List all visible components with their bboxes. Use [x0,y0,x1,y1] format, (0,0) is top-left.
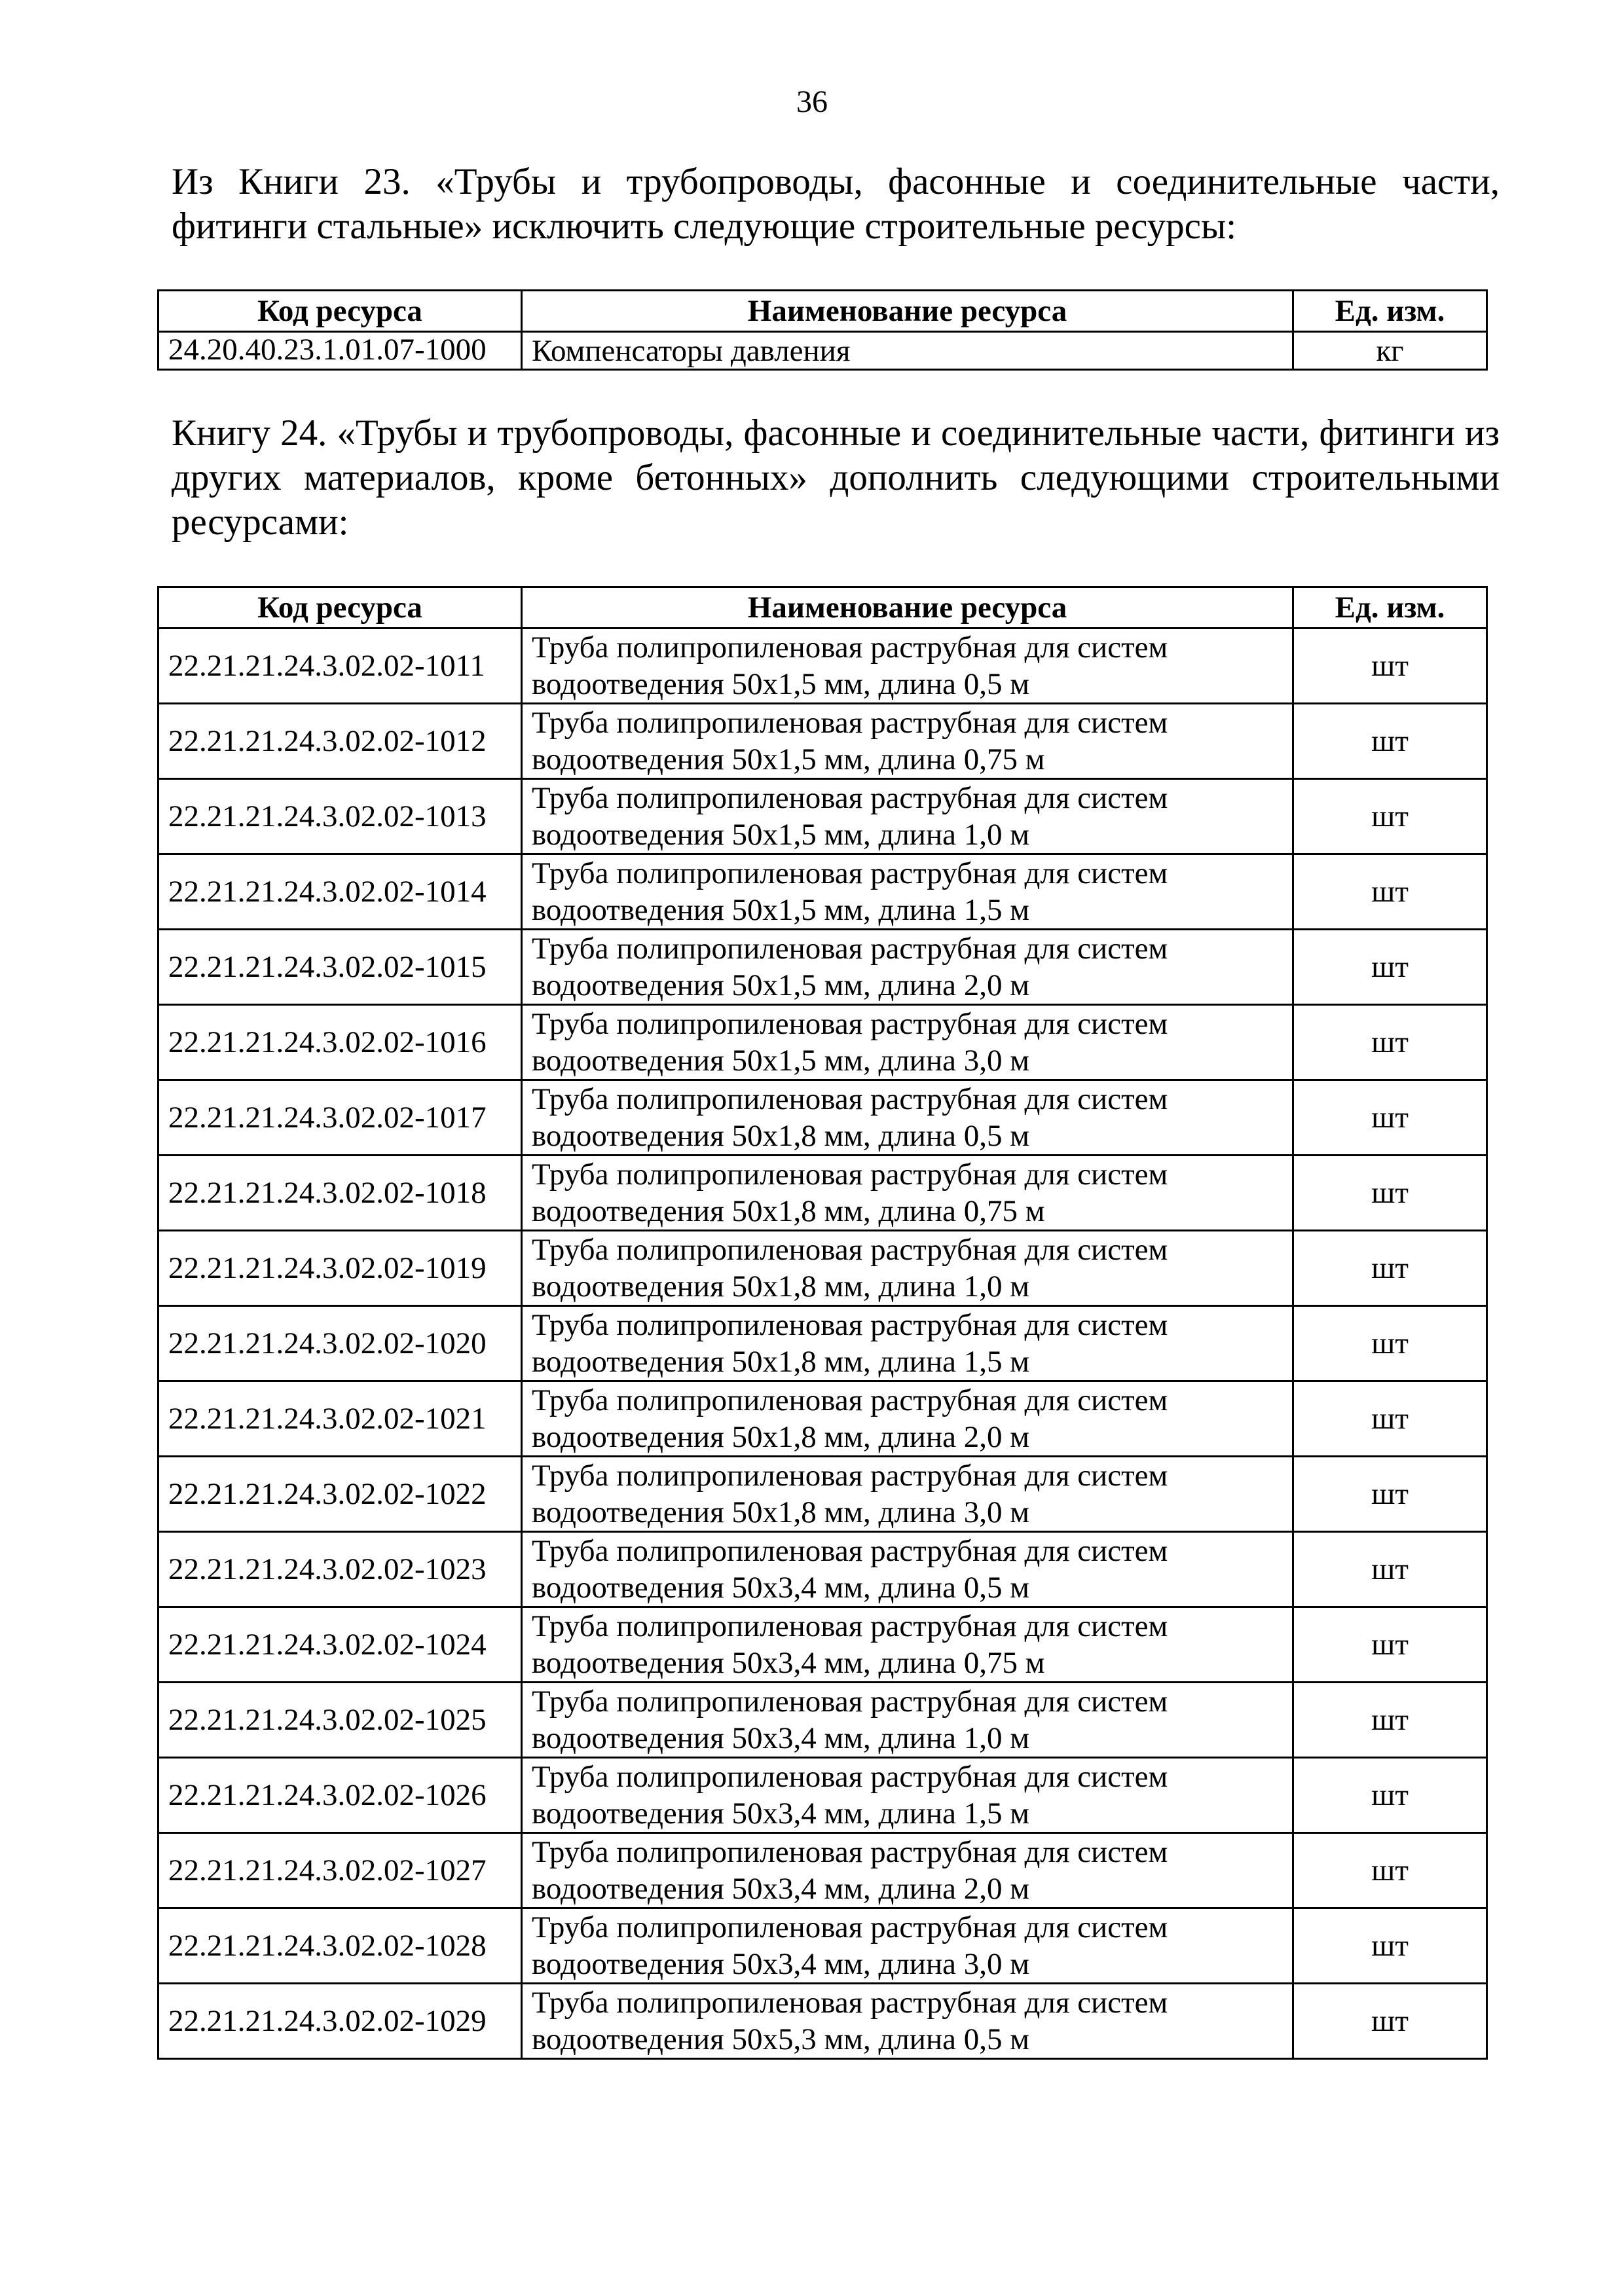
header-name: Наименование ресурса [522,587,1293,629]
resource-unit: шт [1293,1758,1487,1833]
resource-name: Труба полипропиленовая раструбная для систем водоотведения 50х3,4 мм, длина 2,0 м [522,1833,1293,1908]
table-row [158,779,1487,854]
table-body [158,629,1487,2059]
resource-code: 22.21.21.24.3.02.02-1014 [158,854,522,930]
resource-unit: кг [1293,332,1487,370]
resource-unit: шт [1293,1683,1487,1758]
resource-code: 22.21.21.24.3.02.02-1026 [158,1758,522,1833]
table-row [158,1984,1487,2059]
resource-code: 22.21.21.24.3.02.02-1028 [158,1908,522,1984]
table-row [158,930,1487,1005]
table-header-row [158,291,1487,332]
resource-code: 22.21.21.24.3.02.02-1020 [158,1306,522,1381]
resource-name: Труба полипропиленовая раструбная для систем водоотведения 50х5,3 мм, длина 0,5 м [522,1984,1293,2059]
resource-name: Труба полипропиленовая раструбная для систем водоотведения 50х1,8 мм, длина 1,0 м [522,1231,1293,1306]
table-header-row [158,587,1487,629]
resource-code: 22.21.21.24.3.02.02-1018 [158,1156,522,1231]
table-row [158,1156,1487,1231]
resource-unit: шт [1293,930,1487,1005]
resource-code: 22.21.21.24.3.02.02-1019 [158,1231,522,1306]
resource-unit: шт [1293,1532,1487,1607]
resource-name: Труба полипропиленовая раструбная для систем водоотведения 50х1,8 мм, длина 0,75 м [522,1156,1293,1231]
resource-unit: шт [1293,1381,1487,1457]
resource-code: 24.20.40.23.1.01.07-1000 [158,332,522,370]
resource-unit: шт [1293,1607,1487,1683]
header-code: Код ресурса [158,291,522,332]
added-resources-table [157,586,1488,2060]
resource-name: Труба полипропиленовая раструбная для систем водоотведения 50х3,4 мм, длина 0,5 м [522,1532,1293,1607]
resource-code: 22.21.21.24.3.02.02-1013 [158,779,522,854]
resource-unit: шт [1293,1080,1487,1156]
resource-unit: шт [1293,704,1487,779]
resource-code: 22.21.21.24.3.02.02-1017 [158,1080,522,1156]
resource-code: 22.21.21.24.3.02.02-1012 [158,704,522,779]
resource-unit: шт [1293,1156,1487,1231]
resource-unit: шт [1293,779,1487,854]
resource-unit: шт [1293,1005,1487,1080]
resource-name: Компенсаторы давления [522,332,1293,370]
resource-code: 22.21.21.24.3.02.02-1021 [158,1381,522,1457]
resource-name: Труба полипропиленовая раструбная для систем водоотведения 50х3,4 мм, длина 1,5 м [522,1758,1293,1833]
resource-unit: шт [1293,1833,1487,1908]
header-name: Наименование ресурса [522,291,1293,332]
table-row [158,1607,1487,1683]
resource-code: 22.21.21.24.3.02.02-1015 [158,930,522,1005]
table-row [158,1231,1487,1306]
resource-name: Труба полипропиленовая раструбная для систем водоотведения 50х1,8 мм, длина 1,5 м [522,1306,1293,1381]
resource-code: 22.21.21.24.3.02.02-1024 [158,1607,522,1683]
table-row [158,1080,1487,1156]
resource-code: 22.21.21.24.3.02.02-1025 [158,1683,522,1758]
resource-name: Труба полипропиленовая раструбная для систем водоотведения 50х3,4 мм, длина 0,75 м [522,1607,1293,1683]
resource-code: 22.21.21.24.3.02.02-1029 [158,1984,522,2059]
excluded-resources-table [157,289,1488,371]
resource-unit: шт [1293,1908,1487,1984]
table-row [158,1306,1487,1381]
resource-unit: шт [1293,854,1487,930]
resource-name: Труба полипропиленовая раструбная для систем водоотведения 50х1,8 мм, длина 3,0 м [522,1457,1293,1532]
resource-name: Труба полипропиленовая раструбная для систем водоотведения 50х1,5 мм, длина 3,0 м [522,1005,1293,1080]
resource-name: Труба полипропиленовая раструбная для систем водоотведения 50х1,8 мм, длина 0,5 м [522,1080,1293,1156]
resource-unit: шт [1293,1984,1487,2059]
table-row [158,1908,1487,1984]
page-number: 36 [796,84,828,119]
table-row [158,1833,1487,1908]
resource-unit: шт [1293,1457,1487,1532]
resource-code: 22.21.21.24.3.02.02-1027 [158,1833,522,1908]
table-row [158,1532,1487,1607]
section1-intro: Из Книги 23. «Трубы и трубопроводы, фасонные и соединительные части, фитинги стальные» исключить следующие строительные ресурсы: [172,161,1500,247]
section2-intro: Книгу 24. «Трубы и трубопроводы, фасонные и соединительные части, фитинги из других материалов, кроме бетонных» дополнить следующими строительными ресурсами: [172,412,1500,543]
table-row [158,704,1487,779]
header-unit: Ед. изм. [1293,587,1487,629]
resource-unit: шт [1293,1306,1487,1381]
resource-unit: шт [1293,1231,1487,1306]
table-row [158,1683,1487,1758]
resource-code: 22.21.21.24.3.02.02-1023 [158,1532,522,1607]
resource-name: Труба полипропиленовая раструбная для систем водоотведения 50х3,4 мм, длина 3,0 м [522,1908,1293,1984]
table-row [158,1457,1487,1532]
resource-name: Труба полипропиленовая раструбная для систем водоотведения 50х1,5 мм, длина 1,5 м [522,854,1293,930]
resource-unit: шт [1293,629,1487,704]
resource-name: Труба полипропиленовая раструбная для систем водоотведения 50х1,8 мм, длина 2,0 м [522,1381,1293,1457]
table-row [158,1381,1487,1457]
resource-name: Труба полипропиленовая раструбная для систем водоотведения 50х3,4 мм, длина 1,0 м [522,1683,1293,1758]
resource-code: 22.21.21.24.3.02.02-1022 [158,1457,522,1532]
header-code: Код ресурса [158,587,522,629]
table-row [158,629,1487,704]
header-unit: Ед. изм. [1293,291,1487,332]
resource-name: Труба полипропиленовая раструбная для систем водоотведения 50х1,5 мм, длина 0,5 м [522,629,1293,704]
table-row [158,332,1487,370]
resource-name: Труба полипропиленовая раструбная для систем водоотведения 50х1,5 мм, длина 2,0 м [522,930,1293,1005]
resource-code: 22.21.21.24.3.02.02-1016 [158,1005,522,1080]
resource-name: Труба полипропиленовая раструбная для систем водоотведения 50х1,5 мм, длина 0,75 м [522,704,1293,779]
table-row [158,1758,1487,1833]
resource-name: Труба полипропиленовая раструбная для систем водоотведения 50х1,5 мм, длина 1,0 м [522,779,1293,854]
table-row [158,854,1487,930]
table-row [158,1005,1487,1080]
resource-code: 22.21.21.24.3.02.02-1011 [158,629,522,704]
